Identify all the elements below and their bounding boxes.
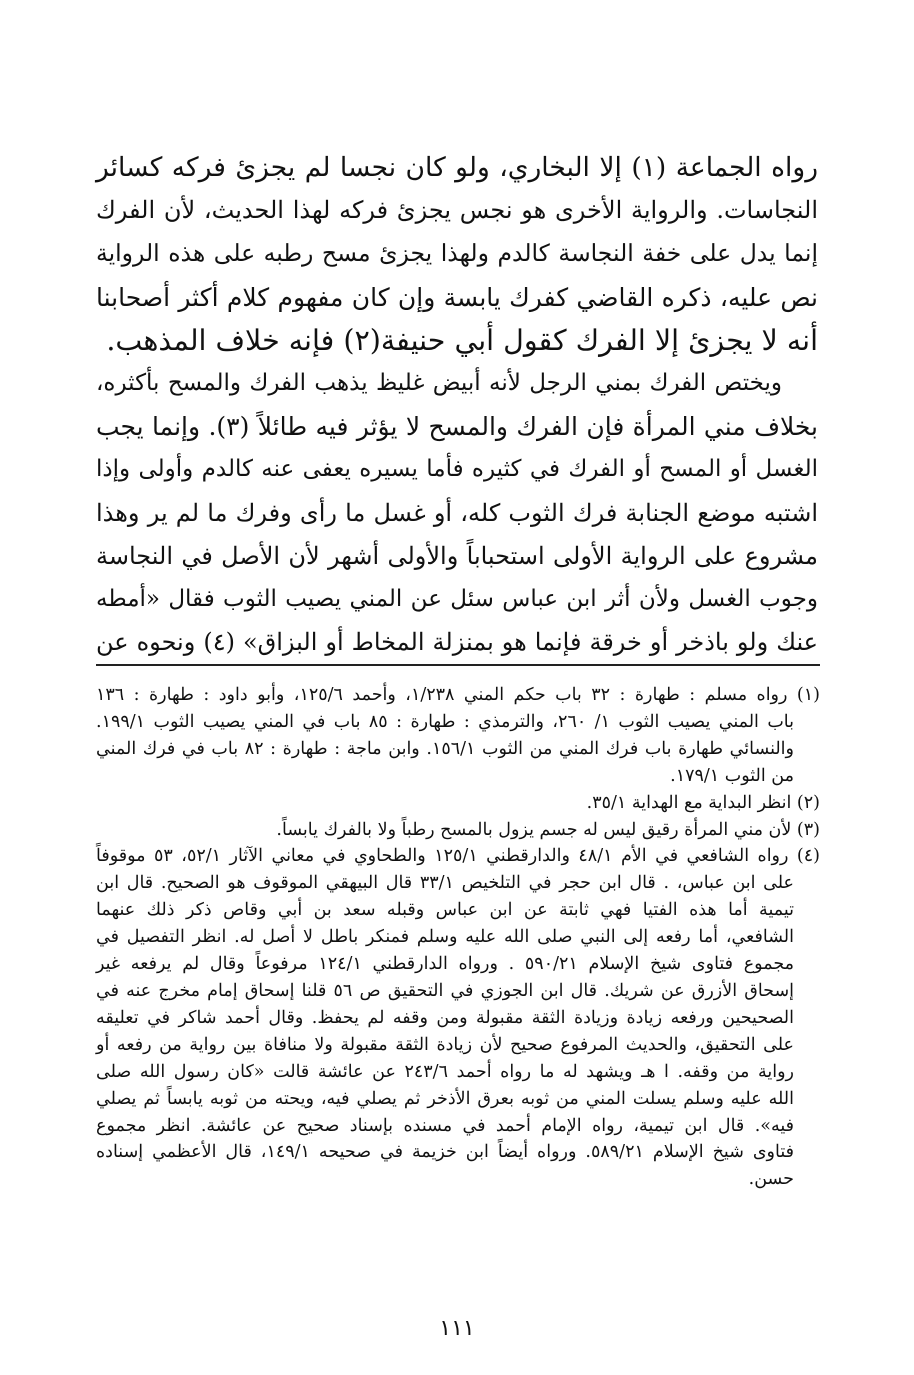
- body-line: اشتبه موضع الجنابة فرك الثوب كله، أو غسل ما رأى وفرك ما لم ير وهذا: [96, 498, 819, 527]
- footnote-line: فتاوى شيخ الإسلام ٥٨٩/٢١. ورواه أيضاً ابن خزيمة في صحيحه ١٤٩/١، قال الأعظمي إسناده: [96, 1142, 794, 1163]
- body-line: أنه لا يجزئ إلا الفرك كقول أبي حنيفة(٢) فإنه خلاف المذهب.: [106, 323, 818, 357]
- body-line: نص عليه، ذكره القاضي كفرك يابسة وإن كان مفهوم كلام أكثر أصحابنا: [96, 282, 818, 312]
- body-line: رواه الجماعة (١) إلا البخاري، ولو كان نجسا لم يجزئ فركه كسائر: [96, 152, 818, 183]
- footnote-line: الله عليه وسلم يسلت المني من ثوبه بعرق الأذخر ثم يصلي فيه، ويحته من ثوبه يابساً ثم يصلي: [96, 1088, 794, 1109]
- footnote-line: تيمية أما هذه الفتيا فهي ثابتة عن ابن عباس وقبله سعد بن أبي وقاص ذكر ذلك عنهما: [96, 900, 794, 921]
- footnote-line: (٢) انظر البداية مع الهداية ٣٥/١.: [586, 792, 820, 813]
- footnote-4: [96, 843, 820, 1193]
- body-line: بخلاف مني المرأة فإن الفرك والمسح لا يؤثر فيه طائلاً (٣). وإنما يجب: [96, 412, 818, 442]
- body-line: عنك ولو باذخر أو خرقة فإنما هو بمنزلة المخاط أو البزاق» (٤) ونحوه عن: [96, 628, 818, 657]
- footnotes-section: [96, 682, 820, 1193]
- footnote-line: حسن.: [748, 1169, 794, 1190]
- footnote-line: من الثوب ١٧٩/١.: [670, 765, 794, 786]
- footnote-line: باب المني يصيب الثوب ١/ ٢٦٠، والترمذي : طهارة : ٨٥ باب في المني يصيب الثوب ١٩٩/١.: [96, 711, 795, 732]
- footnote-line: والنسائي طهارة باب فرك المني من الثوب ١٥٦/١. وابن ماجة : طهارة : ٨٢ باب في فرك المني: [96, 738, 794, 759]
- footnote-line: فيه». قال ابن تيمية، رواه الإمام أحمد في مسنده بإسناد صحيح عن عائشة. انظر مجموع: [96, 1115, 794, 1136]
- footnote-line: رواية من وقفه. ا هـ ويشهد له ما رواه أحمد ٢٤٣/٦ عن عائشة قالت «كان رسول الله صلى: [96, 1061, 794, 1082]
- main-body-text: [96, 146, 818, 664]
- body-line: إنما يدل على خفة النجاسة كالدم ولهذا يجزئ مسح رطبه على هذه الرواية: [96, 239, 818, 268]
- footnote-1: [96, 682, 820, 790]
- footnote-2: [96, 790, 820, 817]
- footnote-line: الشافعي، أما رفعه إلى النبي صلى الله عليه وسلم فمنكر باطل لا أصل له. انظر التفصيل في: [96, 927, 794, 948]
- footnote-line: إسحاق الأزرق عن شريك. قال ابن الجوزي في التحقيق ص ٥٦ قلنا إسحاق إمام مخرج عنه في: [96, 980, 794, 1001]
- footnote-line: (١) رواه مسلم : طهارة : ٣٢ باب حكم المني ١/٢٣٨، وأحمد ١٢٥/٦، وأبو داود : طهارة : ١٣٦: [96, 685, 820, 705]
- body-line: وجوب الغسل ولأن أثر ابن عباس سئل عن المني يصيب الثوب فقال «أمطه: [96, 586, 818, 613]
- footnote-line: مجموع فتاوى شيخ الإسلام ٥٩٠/٢١ . ورواه الدارقطني ١٢٤/١ مرفوعاً وقال لم يرفعه غير: [96, 954, 795, 975]
- footnote-line: الصحيحين ورفعه زيادة وزيادة الثقة مقبولة ومن وقفه لم يحفظ. وقال أحمد شاكر في تعليقه: [96, 1007, 794, 1028]
- footnote-line: (٣) لأن مني المرأة رقيق ليس له جسم يزول بالمسح رطباً ولا بالفرك يابساً.: [276, 819, 820, 840]
- footnote-line: على ابن عباس، . قال ابن حجر في التلخيص ٣٣/١ قال البيهقي الموقوف هو الصحيح. قال ابن: [96, 873, 794, 894]
- body-line: الغسل أو المسح أو الفرك في كثيره فأما يسيره يعفى عنه كالدم وأولى وإذا: [96, 456, 818, 483]
- footnote-line: على التحقيق، والحديث المرفوع صحيح لأن زيادة الثقة مقبولة ولا منافاة بين رواية من رفعه أو: [96, 1034, 794, 1055]
- footnote-line: (٤) رواه الشافعي في الأم ٤٨/١ والدارقطني ١٢٥/١ والطحاوي في معاني الآثار ٥٢/١، ٥٣ موقوفاً: [96, 846, 820, 867]
- page-number: ١١١: [439, 1316, 475, 1341]
- body-line: ويختص الفرك بمني الرجل لأنه أبيض غليظ يذهب الفرك والمسح بأكثره،: [96, 370, 782, 397]
- footnote-separator: [96, 664, 820, 666]
- footnote-3: [96, 817, 820, 844]
- body-line: مشروع على الرواية الأولى استحباباً والأولى أشهر لأن الأصل في النجاسة: [96, 541, 818, 570]
- body-line: النجاسات. والرواية الأخرى هو نجس يجزئ فركه لهذا الحديث، لأن الفرك: [96, 196, 818, 225]
